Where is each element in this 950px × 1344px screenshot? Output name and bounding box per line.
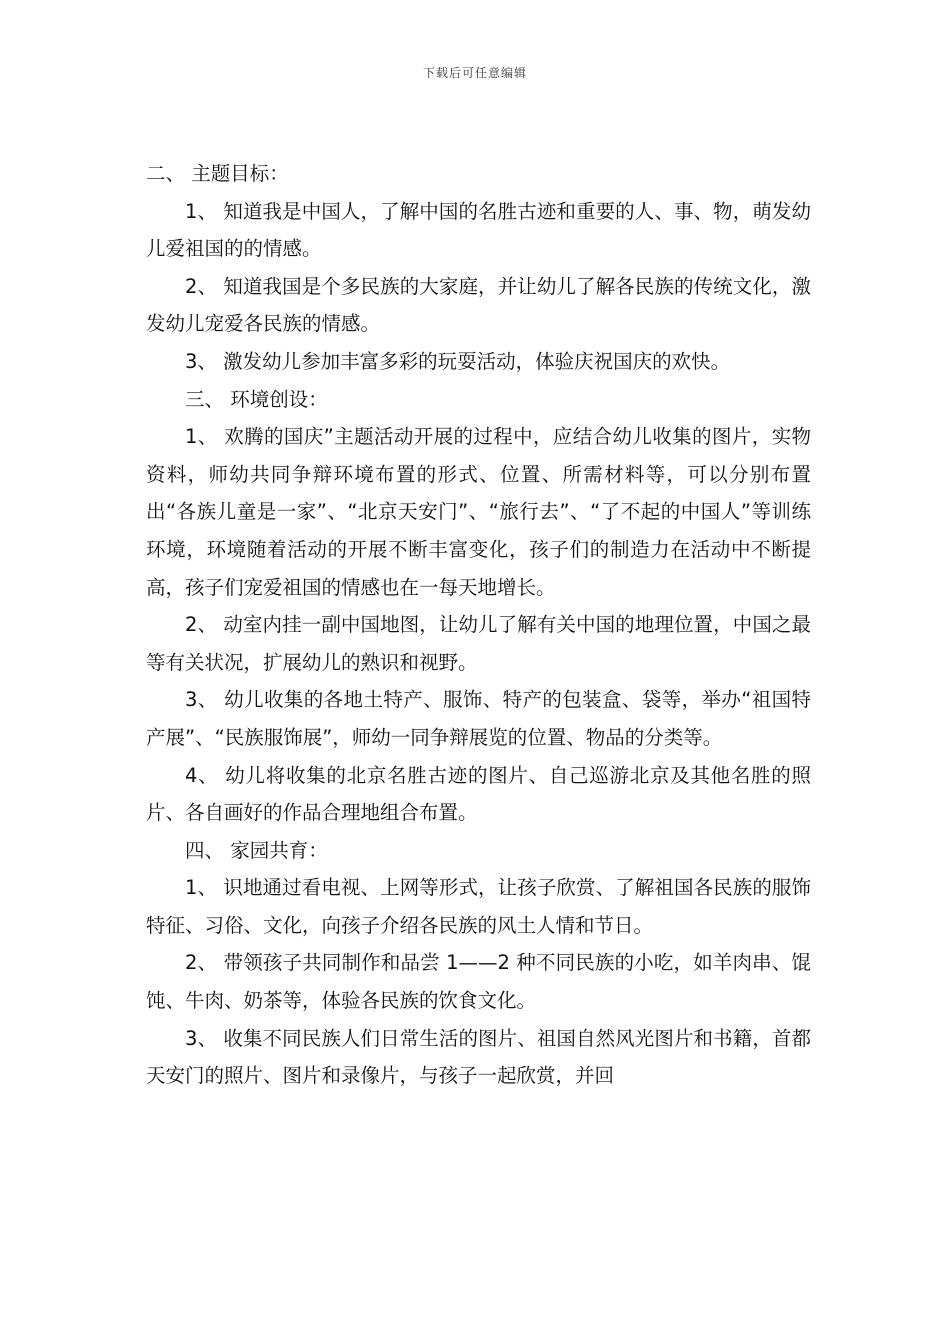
list-item: 1、 欢腾的国庆”主题活动开展的过程中，应结合幼儿收集的图片，实物资料，师幼共同争辩环境布置的形式、位置、所需材料等，可以分别布置出“各族儿童是一家”、“北京天安门”、“旅行去”、“了不起的中国人”等训练环境，环境随着活动的开展不断丰富变化，孩子们的制造力在活动中不断提高，孩子们宠爱祖国的情感也在一每天地增长。 bbox=[146, 425, 811, 599]
section-heading: 四、 家园共育： bbox=[185, 838, 328, 862]
section-heading: 二、 主题目标： bbox=[146, 162, 289, 185]
list-item: 1、 识地通过看电视、上网等形式，让孩子欣赏、了解祖国各民族的服饰特征、习俗、文化，向孩子介绍各民族的风土人情和节日。 bbox=[146, 876, 811, 937]
section-heading: 三、 环境创设： bbox=[185, 387, 328, 411]
list-item: 2、 动室内挂一副中国地图，让幼儿了解有关中国的地理位置，中国之最等有关状况，扩展幼儿的熟识和视野。 bbox=[146, 613, 811, 674]
list-item: 1、 知道我是中国人，了解中国的名胜古迹和重要的人、事、物，萌发幼儿爱祖国的的情感。 bbox=[146, 199, 811, 261]
list-item: 3、 幼儿收集的各地土特产、服饰、特产的包装盒、袋等，举办“祖国特产展”、“民族服饰展”，师幼一同争辩展览的位置、物品的分类等。 bbox=[146, 688, 811, 749]
list-item: 2、 带领孩子共同制作和品尝 1——2 种不同民族的小吃，如羊肉串、馄饨、牛肉、奶茶等，体验各民族的饮食文化。 bbox=[146, 951, 811, 1013]
page-header: 下载后可任意编辑 bbox=[422, 66, 527, 80]
list-item: 4、 幼儿将收集的北京名胜古迹的图片、自己巡游北京及其他名胜的照片、各自画好的作品合理地组合布置。 bbox=[146, 763, 811, 825]
list-item: 2、 知道我国是个多民族的大家庭，并让幼儿了解各民族的传统文化，激发幼儿宠爱各民族的情感。 bbox=[146, 274, 811, 336]
list-item: 3、 收集不同民族人们日常生活的图片、祖国自然风光图片和书籍，首都天安门的照片、图片和录像片，与孩子一起欣赏，并回 bbox=[146, 1026, 811, 1088]
document-body bbox=[146, 155, 811, 1095]
list-item: 3、 激发幼儿参加丰富多彩的玩耍活动，体验庆祝国庆的欢快。 bbox=[185, 349, 731, 373]
